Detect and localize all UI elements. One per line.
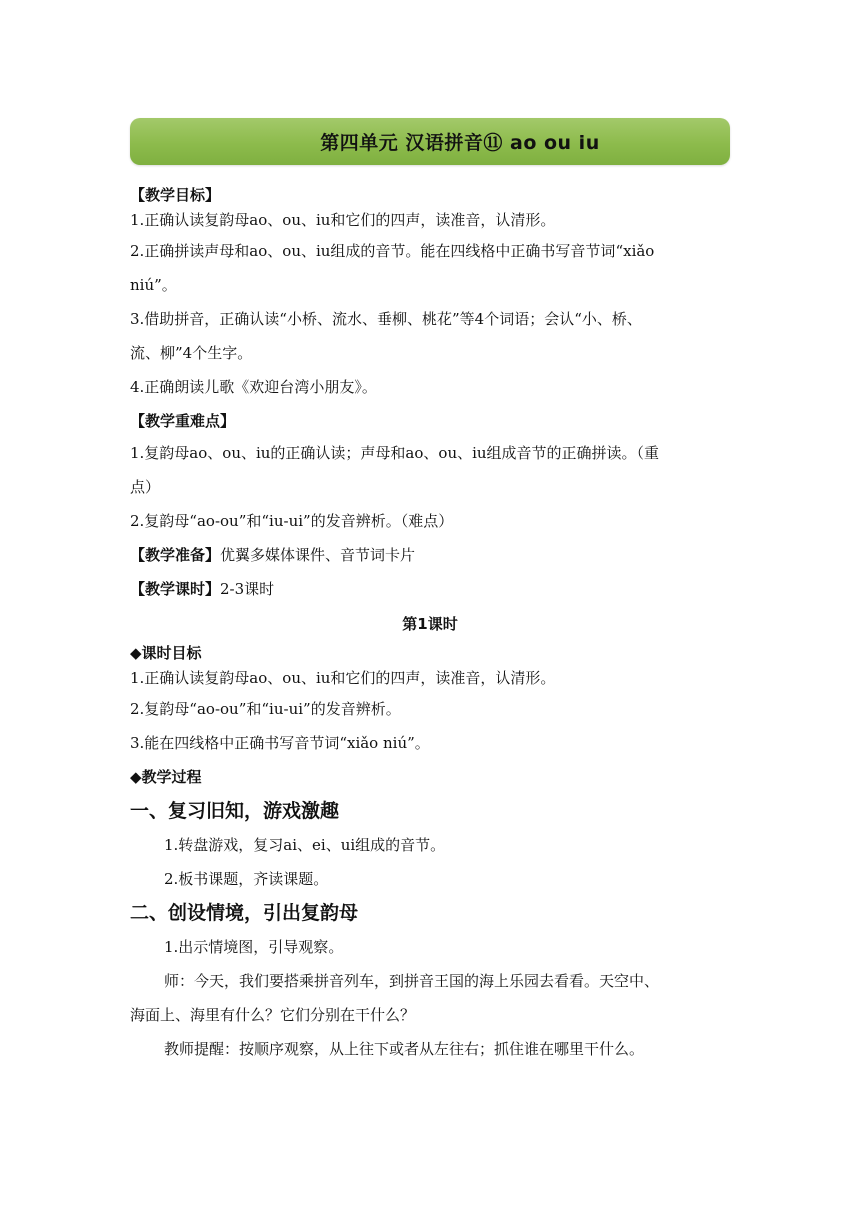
- lesson-goal-2: 2.复韵母“ao-ou”和“iu-ui”的发音辨析。: [130, 700, 401, 718]
- preparation-text: 优翼多媒体课件、音节词卡片: [220, 546, 416, 564]
- part2-item-2-cont: 海面上、海里有什么？它们分别在干什么？: [130, 1006, 416, 1024]
- teaching-goals-heading: 【教学目标】: [130, 186, 221, 204]
- key-points-heading: 【教学重难点】: [130, 412, 236, 430]
- teaching-goal-3: 3.借助拼音，正确认读“小桥、流水、垂柳、桃花”等4个词语；会认“小、桥、: [130, 310, 642, 328]
- part1-title: 一、复习旧知，游戏激趣: [130, 800, 340, 822]
- class-hours-text: 2-3课时: [220, 580, 275, 598]
- document-content: [130, 184, 730, 1066]
- key-point-1: 1.复韵母ao、ou、iu的正确认读；声母和ao、ou、iu组成音节的正确拼读。（重: [130, 444, 660, 462]
- class-hours-line: [130, 572, 730, 606]
- teaching-goal-3-cont: 流、柳”4个生字。: [130, 344, 253, 362]
- part1-item-1: 1.转盘游戏，复习ai、ei、ui组成的音节。: [164, 836, 446, 854]
- preparation-line: [130, 538, 730, 572]
- key-point-2: 2.复韵母“ao-ou”和“iu-ui”的发音辨析。（难点）: [130, 512, 454, 530]
- teaching-goal-2: 2.正确拼读声母和ao、ou、iu组成的音节。能在四线格中正确书写音节词“xiǎo: [130, 242, 655, 260]
- lesson-goal-3: 3.能在四线格中正确书写音节词“xiǎo niú”。: [130, 734, 430, 752]
- process-heading: ◆教学过程: [130, 768, 202, 786]
- class-hours-label: 【教学课时】: [130, 580, 221, 598]
- part2-item-2: 师：今天，我们要搭乘拼音列车，到拼音王国的海上乐园去看看。天空中、: [164, 972, 660, 990]
- part2-item-3: 教师提醒：按顺序观察，从上往下或者从左往右；抓住谁在哪里干什么。: [164, 1040, 645, 1058]
- lesson-title: 第1课时: [402, 615, 458, 633]
- teaching-goal-1: 1.正确认读复韵母ao、ou、iu和它们的四声，读准音，认清形。: [130, 211, 556, 229]
- lesson-goals-heading: ◆课时目标: [130, 644, 202, 662]
- lesson-goal-1: 1.正确认读复韵母ao、ou、iu和它们的四声，读准音，认清形。: [130, 669, 556, 687]
- unit-title-banner: [130, 118, 730, 165]
- preparation-label: 【教学准备】: [130, 546, 221, 564]
- unit-title: 第四单元 汉语拼音⑪ ao ou iu: [320, 132, 600, 154]
- key-point-1-cont: 点）: [130, 478, 161, 496]
- part1-item-2: 2.板书课题，齐读课题。: [164, 870, 329, 888]
- document-page: [130, 118, 730, 1066]
- teaching-goal-2-cont: niú”。: [130, 276, 177, 294]
- part2-item-1: 1.出示情境图，引导观察。: [164, 938, 344, 956]
- part2-title: 二、创设情境，引出复韵母: [130, 902, 359, 924]
- teaching-goal-4: 4.正确朗读儿歌《欢迎台湾小朋友》。: [130, 378, 377, 396]
